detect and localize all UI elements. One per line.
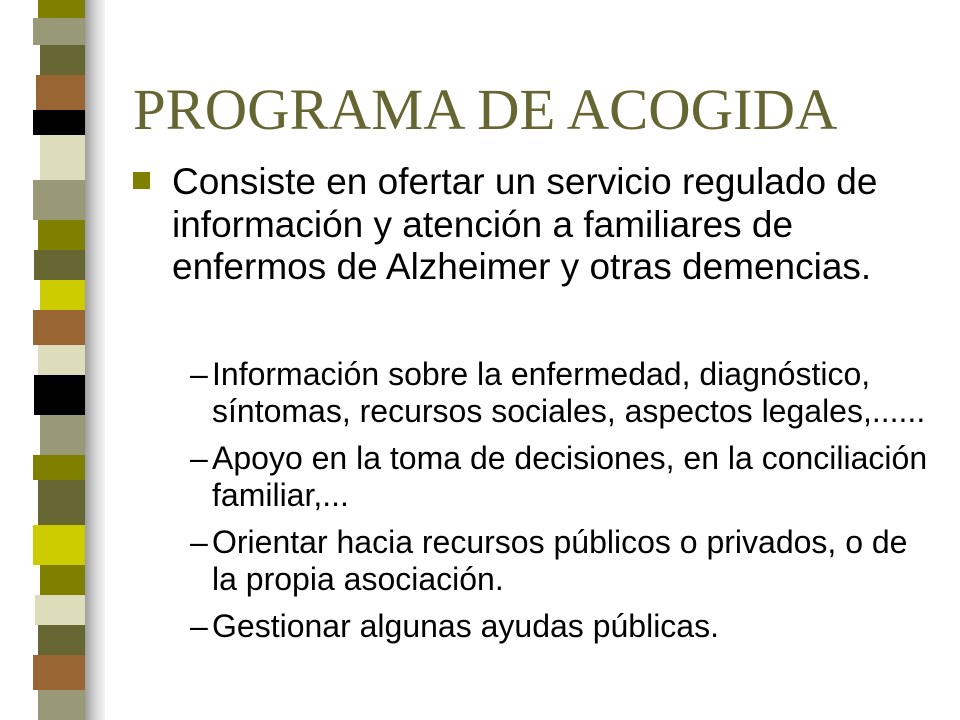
decorative-stripe-block [33, 655, 85, 690]
sub-bullet-list [190, 356, 934, 645]
decorative-stripe-block [35, 595, 85, 625]
decorative-stripe-shadow [85, 0, 105, 720]
sub-bullet-item-information: – Información sobre la enfermedad, diagnóstico, síntomas, recursos sociales, aspectos legales,...... [190, 356, 934, 430]
decorative-stripe-block [34, 250, 85, 280]
decorative-stripe-block [33, 180, 85, 220]
decorative-stripe-block [33, 525, 85, 565]
sub-bullet-item-support: – Apoyo en la toma de decisiones, en la conciliación familiar,... [190, 440, 934, 514]
decorative-stripe-block [38, 0, 85, 18]
main-bullet-text: Consiste en ofertar un servicio regulado de información y atención a familiares de enfermos de Alzheimer y otras demencias. [172, 161, 878, 287]
decorative-stripe-block [33, 310, 85, 345]
decorative-stripe-block [38, 690, 85, 720]
decorative-stripe-block [40, 45, 85, 75]
square-bullet-icon [133, 172, 150, 189]
decorative-stripe-block [40, 415, 85, 455]
decorative-stripe-block [38, 345, 85, 375]
sub-bullet-item-management: – Gestionar algunas ayudas públicas. [190, 608, 934, 645]
decorative-stripe-block [33, 455, 85, 480]
decorative-stripe-block [36, 75, 85, 110]
decorative-stripe-block [38, 480, 85, 525]
decorative-stripe-block [38, 625, 85, 655]
main-bullet-point [133, 161, 890, 289]
decorative-stripe-block [34, 375, 85, 415]
slide-title: PROGRAMA DE ACOGIDA [133, 77, 838, 142]
decorative-stripe-block [40, 565, 85, 595]
decorative-stripe-block [33, 18, 85, 45]
decorative-stripe-block [38, 220, 85, 250]
decorative-stripe-block [40, 280, 85, 310]
decorative-stripe-column [0, 0, 110, 720]
decorative-stripe-block [40, 135, 85, 180]
sub-bullet-item-orientation: – Orientar hacia recursos públicos o privados, o de la propia asociación. [190, 524, 934, 598]
decorative-stripe-block [33, 110, 85, 135]
